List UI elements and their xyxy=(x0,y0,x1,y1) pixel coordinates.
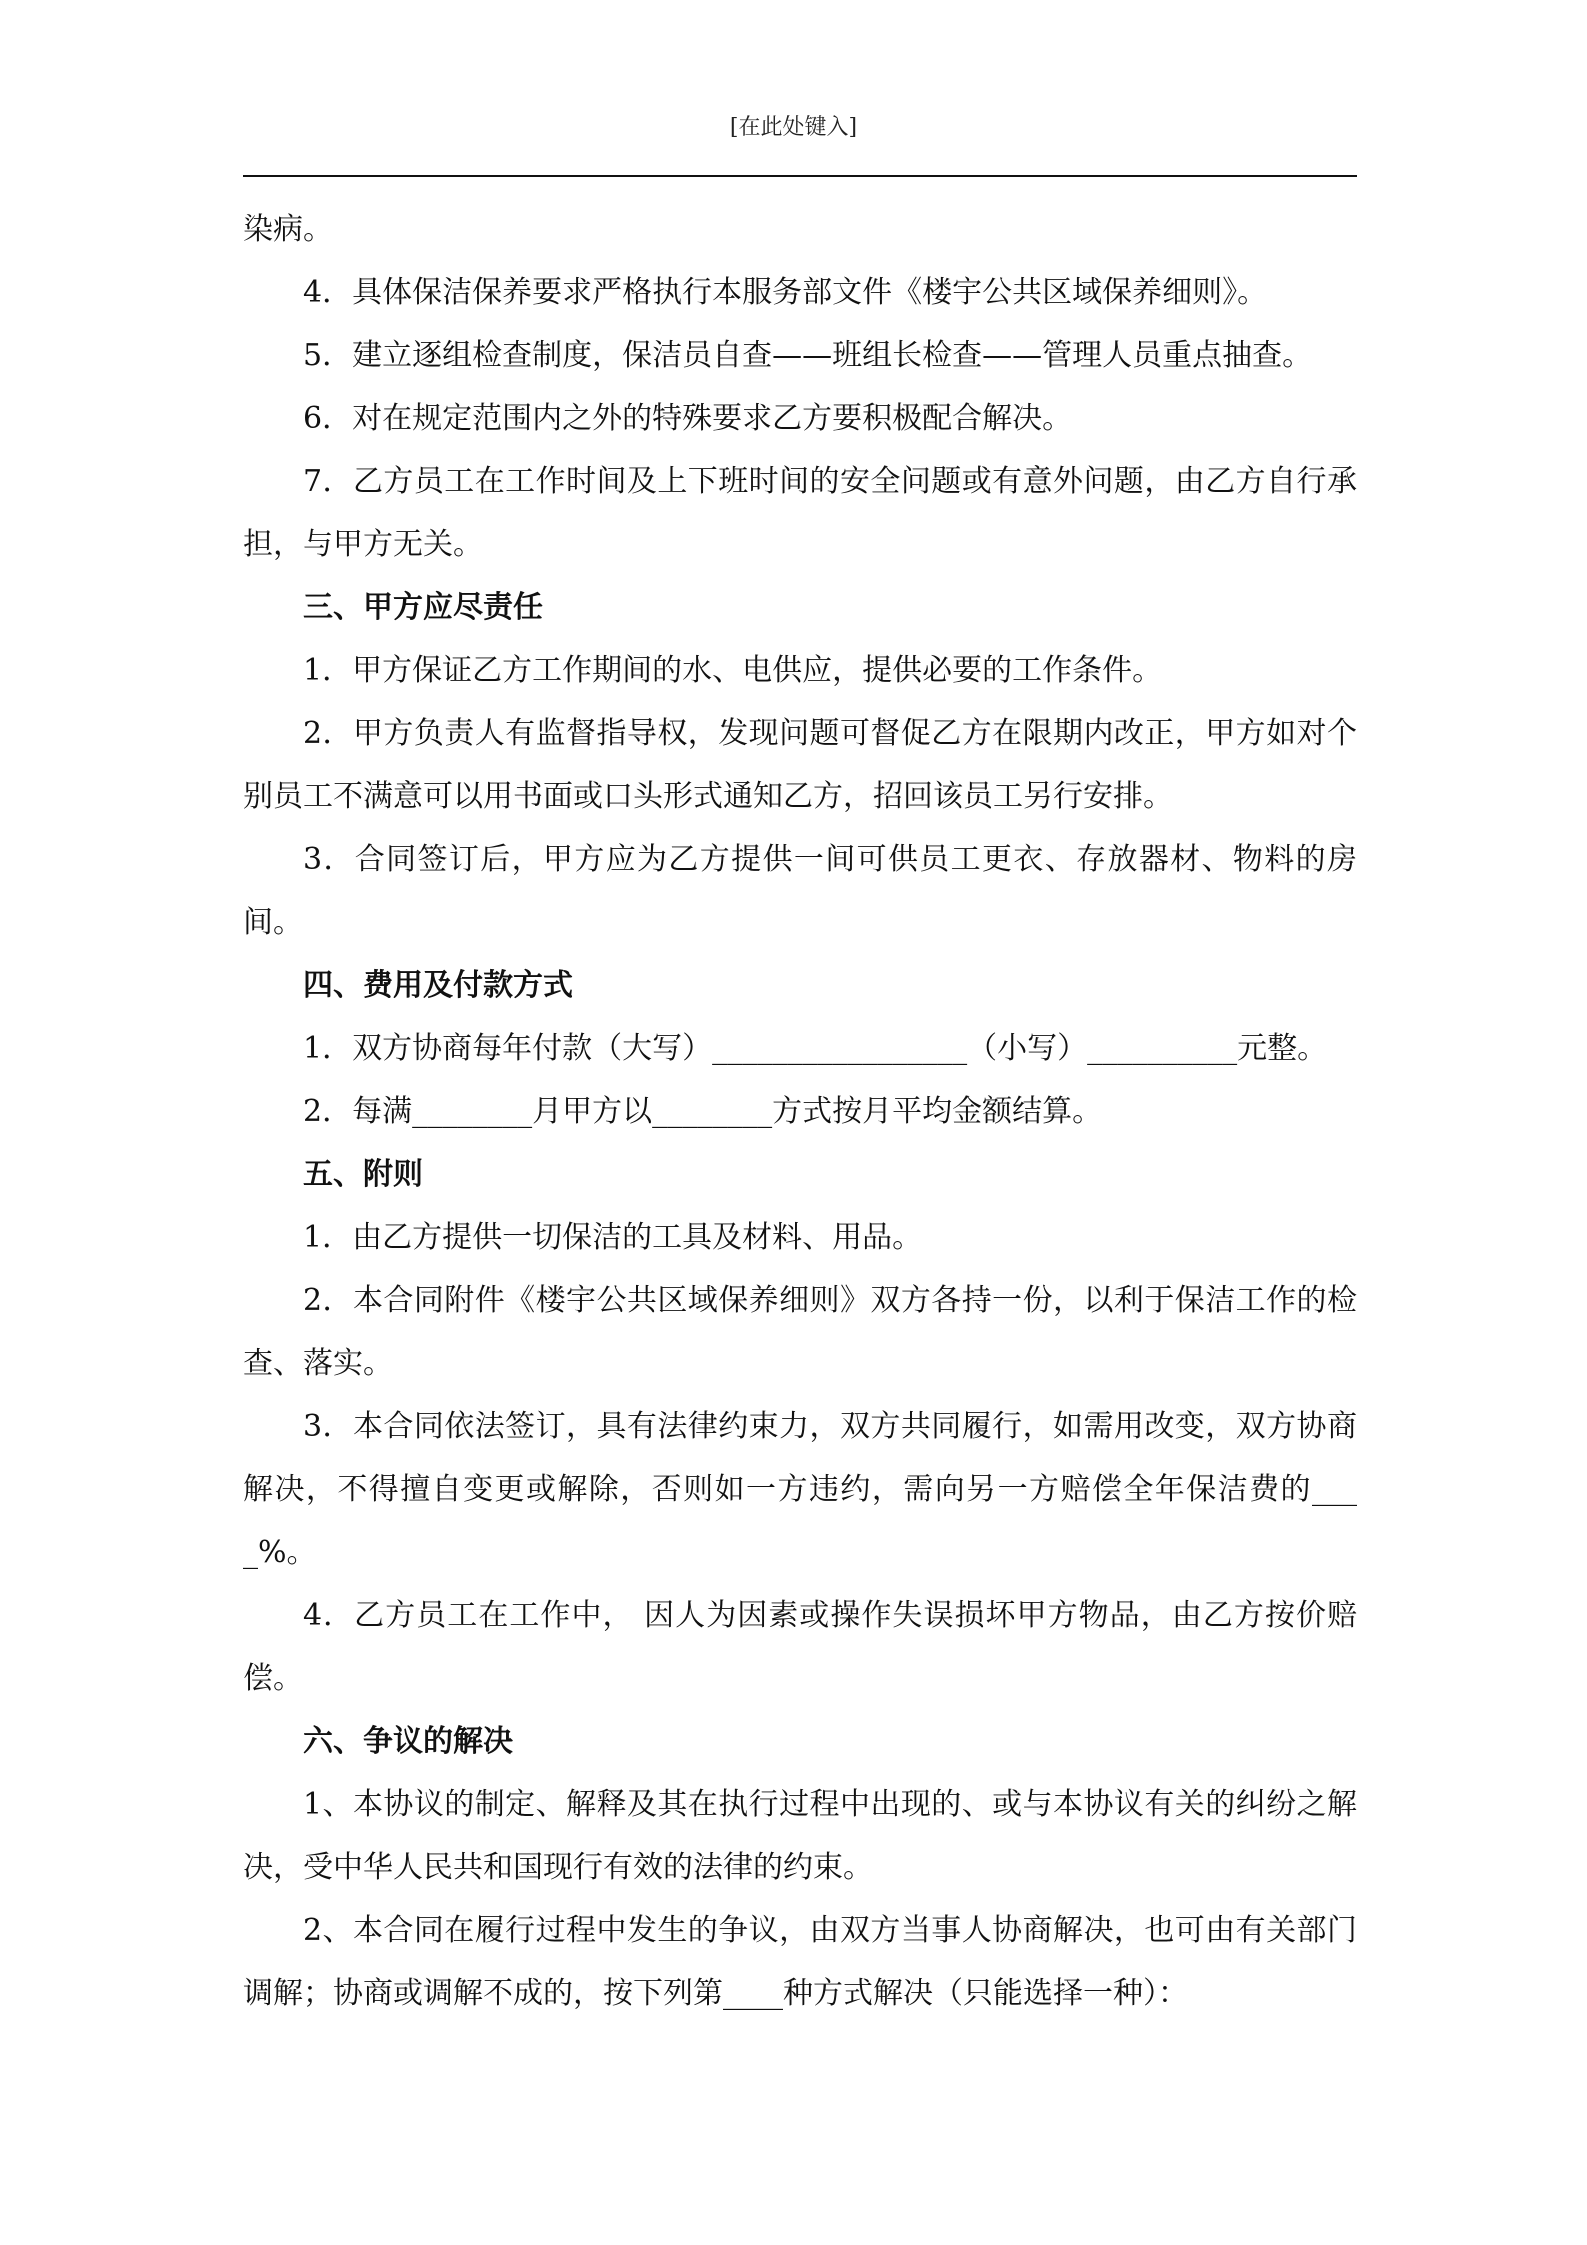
page-header: [在此处键入] xyxy=(729,115,858,140)
paragraph: 3．合同签订后，甲方应为乙方提供一间可供员工更衣、存放器材、物料的房间。 xyxy=(243,842,1357,940)
paragraph: 2．每满________月甲方以________方式按月平均金额结算。 xyxy=(303,1094,1103,1129)
paragraph: 4．具体保洁保养要求严格执行本服务部文件《楼宇公共区域保养细则》。 xyxy=(303,275,1268,310)
paragraph: 1．双方协商每年付款（大写）_________________（小写）__________元整。 xyxy=(303,1031,1328,1066)
section-heading: 四、费用及付款方式 xyxy=(303,968,573,1003)
paragraph: 2．本合同附件《楼宇公共区域保养细则》双方各持一份，以利于保洁工作的检查、落实。 xyxy=(243,1283,1357,1381)
paragraph: 3．本合同依法签订，具有法律约束力，双方共同履行，如需用改变，双方协商解决，不得擅自变更或解除，否则如一方违约，需向另一方赔偿全年保洁费的____%。 xyxy=(243,1409,1357,1570)
paragraph: 染病。 xyxy=(243,212,333,247)
paragraph: 4．乙方员工在工作中， 因人为因素或操作失误损坏甲方物品，由乙方按价赔偿。 xyxy=(243,1598,1357,1696)
paragraph: 5．建立逐组检查制度，保洁员自查——班组长检查——管理人员重点抽查。 xyxy=(303,338,1313,373)
header-divider xyxy=(243,175,1357,177)
paragraph: 1．由乙方提供一切保洁的工具及材料、用品。 xyxy=(303,1220,923,1255)
document-body xyxy=(243,198,1357,2025)
paragraph: 2．甲方负责人有监督指导权，发现问题可督促乙方在限期内改正，甲方如对个别员工不满意可以用书面或口头形式通知乙方，招回该员工另行安排。 xyxy=(243,716,1357,814)
section-heading: 三、甲方应尽责任 xyxy=(303,590,543,625)
section-heading: 五、附则 xyxy=(303,1157,423,1192)
paragraph: 7．乙方员工在工作时间及上下班时间的安全问题或有意外问题，由乙方自行承担，与甲方无关。 xyxy=(243,464,1357,562)
paragraph: 2、本合同在履行过程中发生的争议，由双方当事人协商解决，也可由有关部门调解；协商或调解不成的，按下列第____种方式解决（只能选择一种）： xyxy=(243,1913,1357,2011)
paragraph: 1．甲方保证乙方工作期间的水、电供应，提供必要的工作条件。 xyxy=(303,653,1163,688)
section-heading: 六、争议的解决 xyxy=(303,1724,513,1759)
paragraph: 1、本协议的制定、解释及其在执行过程中出现的、或与本协议有关的纠纷之解决，受中华人民共和国现行有效的法律的约束。 xyxy=(243,1787,1357,1885)
paragraph: 6．对在规定范围内之外的特殊要求乙方要积极配合解决。 xyxy=(303,401,1073,436)
